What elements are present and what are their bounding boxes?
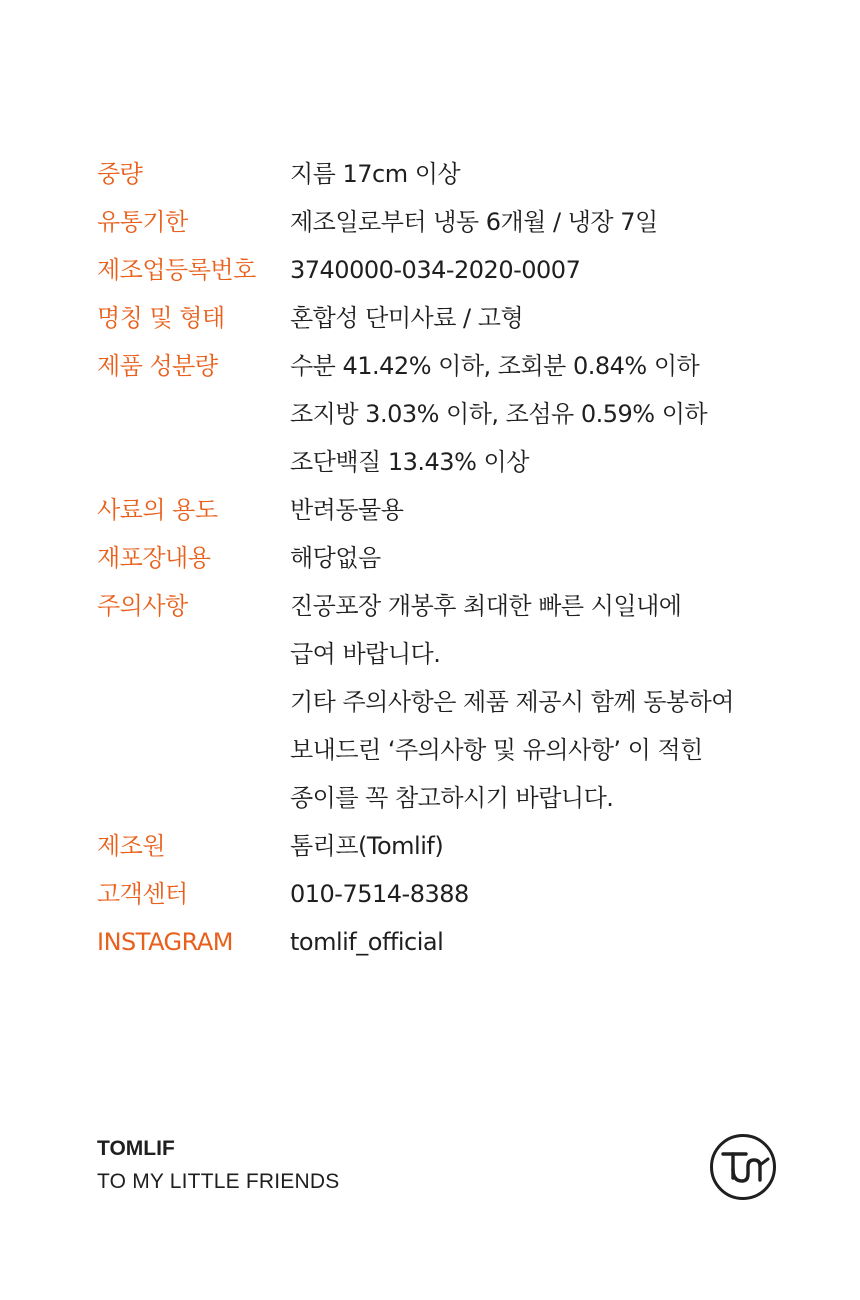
info-label: 제품 성분량	[97, 352, 218, 380]
info-value-line: 톰리프(Tomlif)	[290, 832, 444, 860]
info-value-line: 혼합성 단미사료 / 고형	[290, 304, 524, 332]
info-row	[97, 870, 817, 918]
info-values	[290, 342, 817, 486]
info-values	[290, 486, 817, 534]
info-value-line: 010-7514-8388	[290, 880, 469, 908]
tomlif-monogram-icon	[709, 1133, 777, 1201]
info-label: 주의사항	[97, 592, 188, 620]
info-label: 유통기한	[97, 208, 188, 236]
info-row	[97, 294, 817, 342]
info-values	[290, 582, 817, 822]
info-value-line: tomlif_official	[290, 928, 444, 956]
info-values	[290, 918, 817, 966]
info-row	[97, 822, 817, 870]
info-value-line: 보내드린 ‘주의사항 및 유의사항’ 이 적힌	[290, 736, 703, 764]
info-value-line: 진공포장 개봉후 최대한 빠른 시일내에	[290, 592, 682, 620]
info-label: 제조업등록번호	[97, 256, 256, 284]
info-label: 사료의 용도	[97, 496, 218, 524]
info-values	[290, 294, 817, 342]
info-value-line: 수분 41.42% 이하, 조회분 0.84% 이하	[290, 352, 700, 380]
info-value-line: 조단백질 13.43% 이상	[290, 448, 529, 476]
info-values	[290, 246, 817, 294]
info-row	[97, 534, 817, 582]
info-value-line: 3740000-034-2020-0007	[290, 256, 581, 284]
info-label: 고객센터	[97, 880, 188, 908]
info-value-line: 조지방 3.03% 이하, 조섬유 0.59% 이하	[290, 400, 708, 428]
info-label: INSTAGRAM	[97, 928, 233, 956]
info-values	[290, 198, 817, 246]
info-value-line: 급여 바랍니다.	[290, 640, 441, 668]
brand-name: TOMLIF	[97, 1137, 175, 1160]
info-value-line: 해당없음	[290, 544, 381, 572]
info-values	[290, 870, 817, 918]
info-value-line: 제조일로부터 냉동 6개월 / 냉장 7일	[290, 208, 658, 236]
info-label: 중량	[97, 160, 143, 188]
brand-footer	[97, 1133, 339, 1199]
info-value-line: 반려동물용	[290, 496, 404, 524]
info-row	[97, 918, 817, 966]
info-label: 재포장내용	[97, 544, 211, 572]
info-label: 제조원	[97, 832, 166, 860]
info-value-line: 종이를 꼭 참고하시기 바랍니다.	[290, 784, 614, 812]
brand-tagline: TO MY LITTLE FRIENDS	[97, 1170, 340, 1193]
info-values	[290, 822, 817, 870]
info-row	[97, 198, 817, 246]
info-row	[97, 342, 817, 486]
info-row	[97, 486, 817, 534]
info-values	[290, 150, 817, 198]
info-row	[97, 150, 817, 198]
info-values	[290, 534, 817, 582]
product-info-table	[97, 150, 817, 966]
info-label: 명칭 및 형태	[97, 304, 225, 332]
info-value-line: 지름 17cm 이상	[290, 160, 461, 188]
info-row	[97, 582, 817, 822]
info-value-line: 기타 주의사항은 제품 제공시 함께 동봉하여	[290, 688, 734, 716]
info-row	[97, 246, 817, 294]
